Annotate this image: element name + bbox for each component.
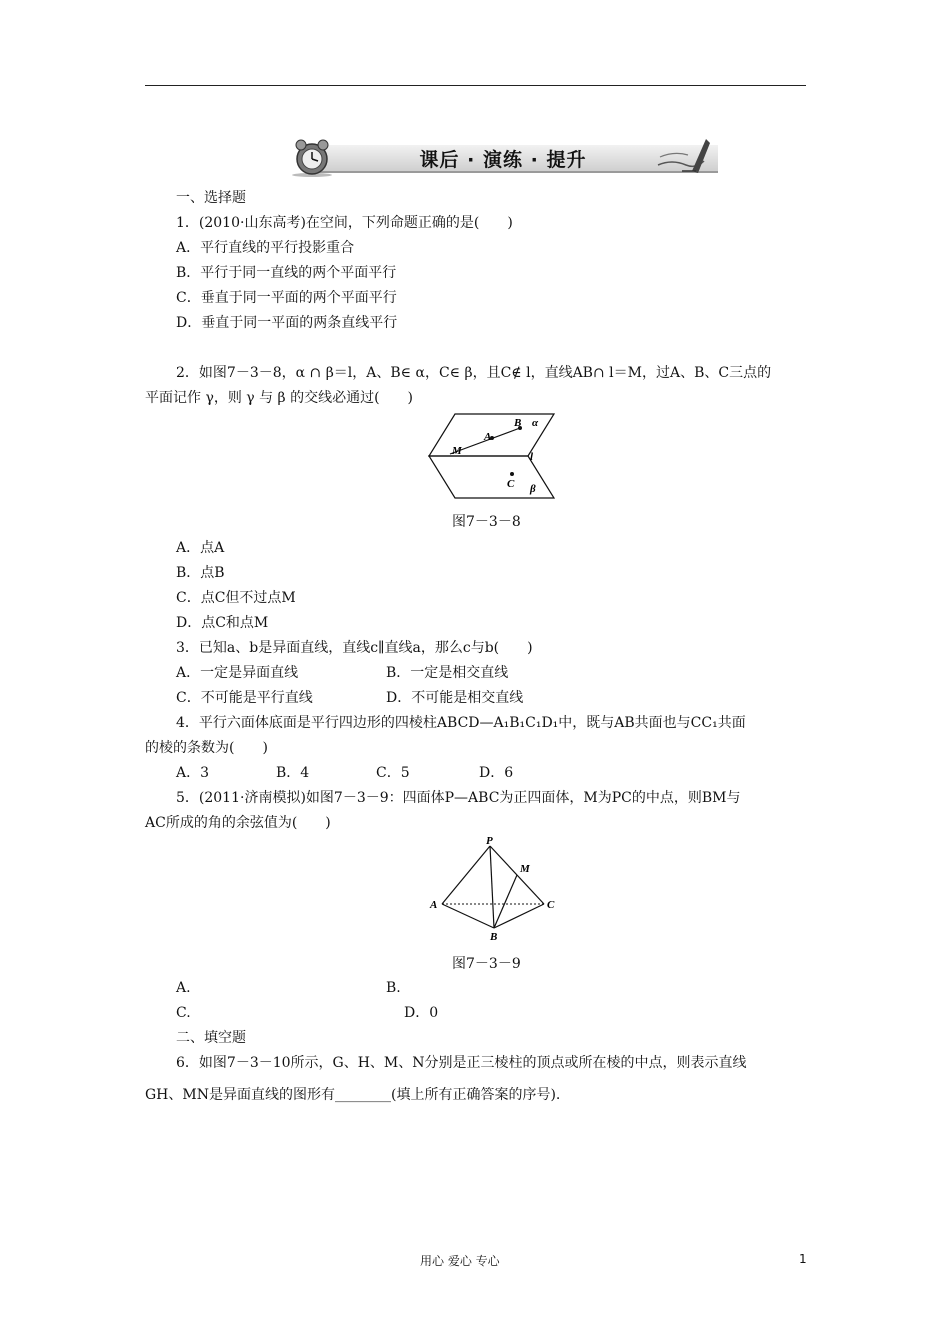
q4-stem-line2: 的棱的条数为( ) (145, 740, 268, 756)
q3-option-c: C．不可能是平行直线 (176, 690, 313, 706)
q2-option-d: D．点C和点M (176, 615, 269, 631)
section-banner (288, 135, 718, 177)
q4-option-c: C．5 (376, 765, 410, 781)
q6-stem-line1: 6．如图7－3－10所示，G、H、M、N分别是正三棱柱的顶点或所在棱的中点，则表示直线 (176, 1055, 747, 1071)
q2-option-a: A．点A (176, 540, 225, 556)
q1-option-b: B．平行于同一直线的两个平面平行 (176, 265, 397, 281)
q5-stem-line2: AC所成的角的余弦值为( ) (145, 815, 331, 831)
figure-7-3-8 (428, 408, 558, 500)
q2-option-c: C．点C但不过点M (176, 590, 296, 606)
q1-option-d: D．垂直于同一平面的两条直线平行 (176, 315, 398, 331)
section-choice-title: 一、选择题 (176, 190, 246, 206)
fig1-label-C: C (507, 478, 515, 490)
fig1-label-B: B (514, 417, 522, 429)
q5-stem-line1: 5．(2011·济南模拟)如图7－3－9：四面体P—ABC为正四面体，M为PC的中点，则BM与 (176, 790, 741, 806)
q3-stem: 3．已知a、b是异面直线，直线c∥直线a，那么c与b( ) (176, 640, 533, 656)
q3-option-d: D．不可能是相交直线 (386, 690, 524, 706)
fig2-label-M: M (520, 863, 530, 875)
figure-7-3-9-caption: 图7－3－9 (452, 956, 521, 972)
q4-stem-line1: 4．平行六面体底面是平行四边形的四棱柱ABCD—A₁B₁C₁D₁中，既与AB共面也与CC₁共面 (176, 715, 746, 731)
q2-option-b: B．点B (176, 565, 225, 581)
fig1-label-M: M (452, 445, 462, 457)
q5-option-a: A. (176, 980, 191, 996)
section-fill-title: 二、填空题 (176, 1030, 246, 1046)
q4-option-a: A．3 (176, 765, 210, 781)
q1-option-a: A．平行直线的平行投影重合 (176, 240, 355, 256)
fig2-label-C: C (547, 899, 555, 911)
fig1-label-beta: β (530, 483, 536, 495)
q4-option-d: D．6 (479, 765, 514, 781)
q5-option-b: B. (386, 980, 401, 996)
q5-option-d: D．0 (404, 1005, 439, 1021)
q1-stem: 1．(2010·山东高考)在空间，下列命题正确的是( ) (176, 215, 513, 231)
q2-stem-line2: 平面记作 γ，则 γ 与 β 的交线必通过( ) (145, 390, 414, 406)
header-rule (145, 85, 806, 86)
fig2-label-P: P (486, 835, 493, 847)
fig1-label-alpha: α (532, 417, 539, 429)
q3-option-b: B．一定是相交直线 (386, 665, 509, 681)
footer-slogan: 用心 爱心 专心 (420, 1254, 500, 1268)
q4-option-b: B．4 (276, 765, 310, 781)
page-number: 1 (799, 1252, 807, 1266)
fig2-label-A: A (430, 899, 438, 911)
fig1-label-A: A (484, 431, 492, 443)
q3-option-a: A．一定是异面直线 (176, 665, 299, 681)
q5-option-c: C. (176, 1005, 191, 1021)
fig1-label-l: l (530, 451, 534, 463)
banner-title: 课后 · 演练 · 提升 (419, 149, 587, 171)
figure-7-3-9 (428, 832, 564, 944)
figure-7-3-8-caption: 图7－3－8 (452, 514, 521, 530)
quill-pen-icon (652, 135, 712, 177)
q6-stem-line2: GH、MN是异面直线的图形有________(填上所有正确答案的序号). (145, 1087, 561, 1103)
fig2-label-B: B (490, 931, 498, 943)
q2-stem-line1: 2．如图7－3－8，α ∩ β＝l，A、B∈ α，C∈ β，且C∉ l，直线AB∩ l＝M，过A、B、C三点的 (176, 365, 772, 381)
q1-option-c: C．垂直于同一平面的两个平面平行 (176, 290, 397, 306)
